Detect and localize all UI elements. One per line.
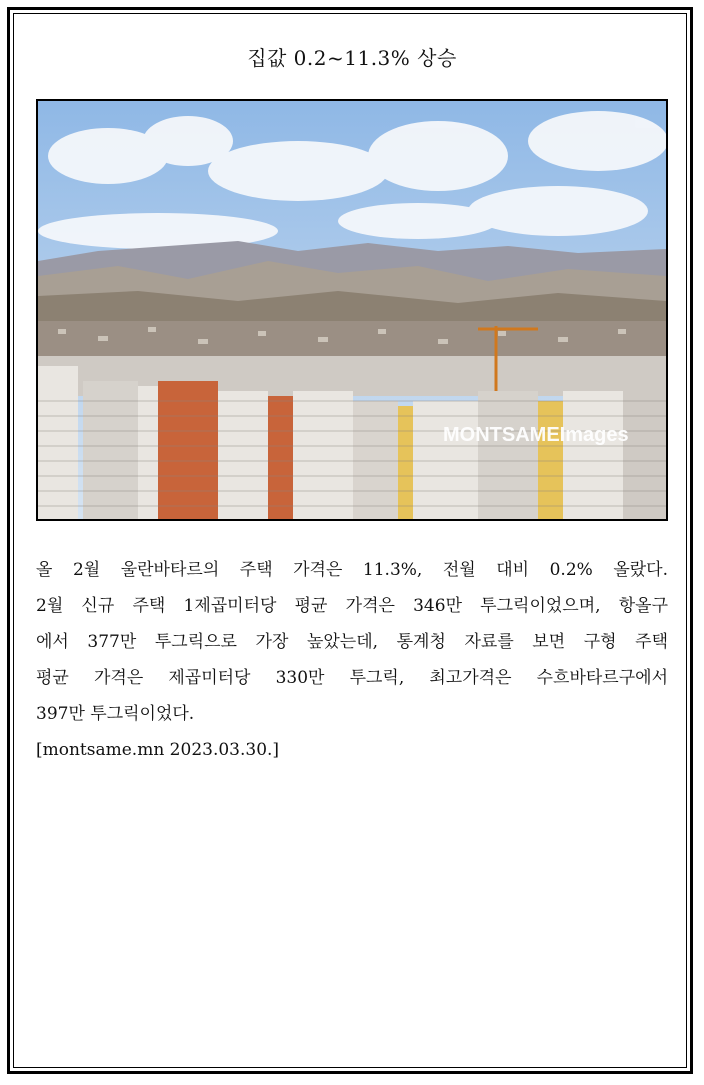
article-body xyxy=(36,552,668,768)
paragraph-line: 평균 가격은 제곱미터당 330만 투그릭, 최고가격은 수흐바타르구에서 xyxy=(36,668,668,688)
article-title: 집값 0.2~11.3% 상승 xyxy=(247,46,457,70)
paragraph-line: 397만 투그릭이었다. xyxy=(36,704,195,724)
city-photo xyxy=(36,99,668,521)
paragraph-line: 에서 377만 투그릭으로 가장 높았는데, 통계청 자료를 보면 구형 주택 xyxy=(36,632,668,652)
paragraph-line: 2월 신규 주택 1제곱미터당 평균 가격은 346만 투그릭이었으며, 항올구 xyxy=(36,596,668,616)
photo-watermark: MONTSAMEImages xyxy=(443,424,629,446)
paragraph-line: 올 2월 울란바타르의 주택 가격은 11.3%, 전월 대비 0.2% 올랐다. xyxy=(36,560,668,580)
source-citation: [montsame.mn 2023.03.30.] xyxy=(36,740,280,760)
